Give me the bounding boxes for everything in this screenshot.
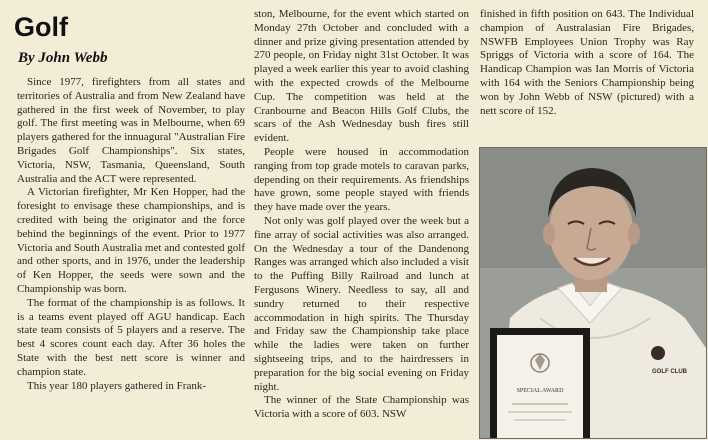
paragraph-results-cont: finished in fifth position on 643. The Individual champion of Australasian Fire Brigades, NSWFB Employees Union Trophy was Ray Spriggs of Victoria with a score of 164. The Handicap Champion was Ian Morris of Victoria with 164 with the Seniors Championship being won by John Webb of NSW (pictured) with a nett score of 152.: [480, 8, 694, 117]
john-webb-photo: [479, 147, 707, 439]
text-column-3: [480, 8, 694, 118]
award-plaque: [490, 328, 590, 438]
photo-illustration: [480, 148, 706, 438]
shirt-logo-text: GOLF CLUB: [652, 369, 687, 375]
paragraph-intro: Since 1977, firefighters from all states and territories of Australia and from New Zealand have gathered in the first week of November, to play golf. The first meeting was in Melbourne, when 69 players gathered for the innuagural "Australian Fire Brigades Golf Championships". Six states, Victoria, NSW, Tasmania, Queensland, South Australia and the ACT were represented.: [17, 76, 245, 185]
text-column-1: [17, 76, 245, 393]
plaque-heading: SPECIAL AWARD: [516, 388, 564, 394]
article-byline: By John Webb: [18, 50, 108, 66]
paragraph-social: Not only was golf played over the week but a fine array of social activities was also arranged. On the Wednesday a tour of the Dandenong Ranges was arranged which also included a visit to the Puffing Billy Railroad and lunch at Fergusons Winery. Needless to say, all and sundry returned to their respective accommodation in high spirits. The Thursday and Friday saw the Championship take place while the ladies were taken on further sightseeing trips, and to the hairdressers in preparation for the big social evening on Friday night.: [254, 214, 469, 393]
article-title: Golf: [14, 12, 68, 42]
paragraph-results-start: The winner of the State Championship was Victoria with a score of 603. NSW: [254, 394, 469, 421]
paragraph-frankston-start: This year 180 players gathered in Frank-: [27, 379, 206, 392]
paragraph-frankston-cont: ston, Melbourne, for the event which started on Monday 27th October and concluded with a dinner and prize giving presentation attended by 270 people, on Friday night 31st October. It was played a week earlier this year to avoid clashing with the expected crowds of the Melbourne Cup. The competition was held at the Cranbourne and Beacon Hills Golf Clubs, the scars of the Ash Wednesday bush fires still evident.: [254, 8, 469, 145]
text-column-2: [254, 8, 469, 422]
paragraph-format: The format of the championship is as follows. It is a teams event played off AGU handicap. Each state team consists of 5 players and a reserve. The best 4 scores count each day. After 36 holes the State with the best nett score is winner and champion state.: [17, 296, 245, 378]
paragraph-accommodation: People were housed in accommodation ranging from top grade motels to caravan parks, depending on their requirements. As friendships have grown, some people stayed with friends they have made over the years.: [254, 145, 469, 214]
paragraph-history: A Victorian firefighter, Mr Ken Hopper, had the foresight to envisage these championships, and is credited with being the originator and the force behind the beginnings of the event. Prior to 1977 Victoria and South Australia met and contested golf and other sports, and in 1976, under the leadership of Ken Hopper, the seeds were sown and the Championship was born.: [17, 186, 245, 295]
